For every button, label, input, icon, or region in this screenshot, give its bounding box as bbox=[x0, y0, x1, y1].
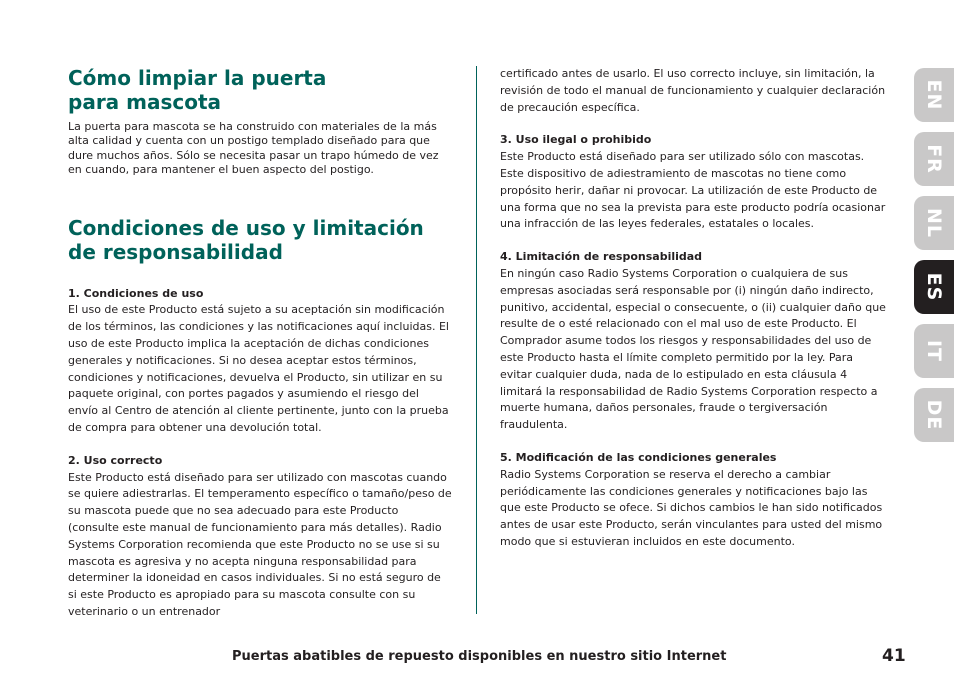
section-modification bbox=[500, 450, 888, 551]
language-tab-nl[interactable]: NL bbox=[914, 196, 954, 250]
section-title: 5. Modificación de las condiciones generales bbox=[500, 450, 777, 464]
section-title: 4. Limitación de responsabilidad bbox=[500, 250, 703, 264]
section-liability bbox=[500, 249, 888, 434]
page-number: 41 bbox=[882, 646, 906, 666]
language-tab-en[interactable]: EN bbox=[914, 68, 954, 122]
language-tab-it[interactable]: IT bbox=[914, 324, 954, 378]
section-body: Este Producto está diseñado para ser utilizado sólo con mascotas. Este dispositivo de adiestramiento de mascotas no tiene como propósito herir, dañar ni provocar. La utilización de este Producto de una forma que no sea la prevista para este producto podría ocasionar una infracción de las leyes federales, estatales o locales. bbox=[500, 150, 886, 231]
section-illegal-use bbox=[500, 132, 888, 233]
section-continuation: certificado antes de usarlo. El uso correcto incluye, sin limitación, la revisión de todo el manual de funcionamiento y cualquier declaración de precaución específica. bbox=[500, 67, 886, 114]
cleaning-body: La puerta para mascota se ha construido con materiales de la más alta calidad y cuenta con un postigo templado diseñado para que dure muchos años. Sólo se necesita pasar un trapo húmedo de vez en cuando, para mantener el buen aspecto del postigo. bbox=[68, 120, 439, 177]
language-tab-de[interactable]: DE bbox=[914, 388, 954, 442]
language-tab-fr[interactable]: FR bbox=[914, 132, 954, 186]
cleaning-title: Cómo limpiar la puerta para mascota bbox=[68, 66, 327, 114]
footer-text: Puertas abatibles de repuesto disponibles en nuestro sitio Internet bbox=[232, 649, 727, 664]
language-tabs bbox=[914, 68, 954, 452]
section-terms-of-use bbox=[68, 286, 452, 437]
section-title: 3. Uso ilegal o prohibido bbox=[500, 133, 652, 147]
section-title: 1. Condiciones de uso bbox=[68, 286, 204, 300]
section-title: 2. Uso correcto bbox=[68, 453, 163, 467]
section-body: En ningún caso Radio Systems Corporation o cualquiera de sus empresas asociadas será responsable por (i) ningún daño indirecto, punitivo, accidental, especial o consecuente, o (ii) cualquier daño que resulte de o esté relacionado con el mal uso de este Producto. El Comprador asume todos los riesgos y responsabilidades del uso de este Producto hasta el límite completo permitido por la ley. Para evitar cualquier duda, nada de lo estipulado en esta cláusula 4 limitará la responsabilidad de Radio Systems Corporation respecto a muerte humana, daños personales, fraude o tergiversación fraudulenta. bbox=[500, 266, 886, 432]
language-tab-es[interactable]: ES bbox=[914, 260, 954, 314]
right-column bbox=[500, 66, 888, 567]
conditions-title: Condiciones de uso y limitación de responsabilidad bbox=[68, 215, 424, 264]
column-divider bbox=[476, 66, 477, 614]
section-body: El uso de este Producto está sujeto a su aceptación sin modificación de los términos, las condiciones y las notificaciones aquí incluidas. El uso de este Producto implica la aceptación de dichas condiciones generales y notificaciones. Si no desea aceptar estos términos, condiciones y notificaciones, devuelva el Producto, sin utilizar en su paquete original, con portes pagados y asumiendo el riesgo del envío al Centro de atención al cliente pertinente, junto con la prueba de compra para obtener una devolución total. bbox=[68, 303, 449, 434]
section-correct-use bbox=[68, 453, 452, 621]
section-body: Este Producto está diseñado para ser utilizado con mascotas cuando se quiere adiestrarlas. El temperamento específico o tamaño/peso de su mascota puede que no sea adecuado para este Producto (consulte este manual de funcionamiento para más detalles). Radio Systems Corporation recomienda que este Producto no se use si su mascota es agresiva y no acepta ninguna responsabilidad para determiner la idoneidad en casos individuales. Si no está seguro de si este Producto es apropiado para su mascota consulte con su veterinario o un entrenador bbox=[68, 470, 452, 618]
section-body: Radio Systems Corporation se reserva el derecho a cambiar periódicamente las condiciones generales y notificaciones bajo las que este Producto se ofece. Si dichos cambios le han sido notificados antes de usar este Producto, serán vinculantes para usted del mismo modo que si estuvieran incluidos en este documento. bbox=[500, 467, 883, 548]
left-column bbox=[68, 66, 452, 637]
